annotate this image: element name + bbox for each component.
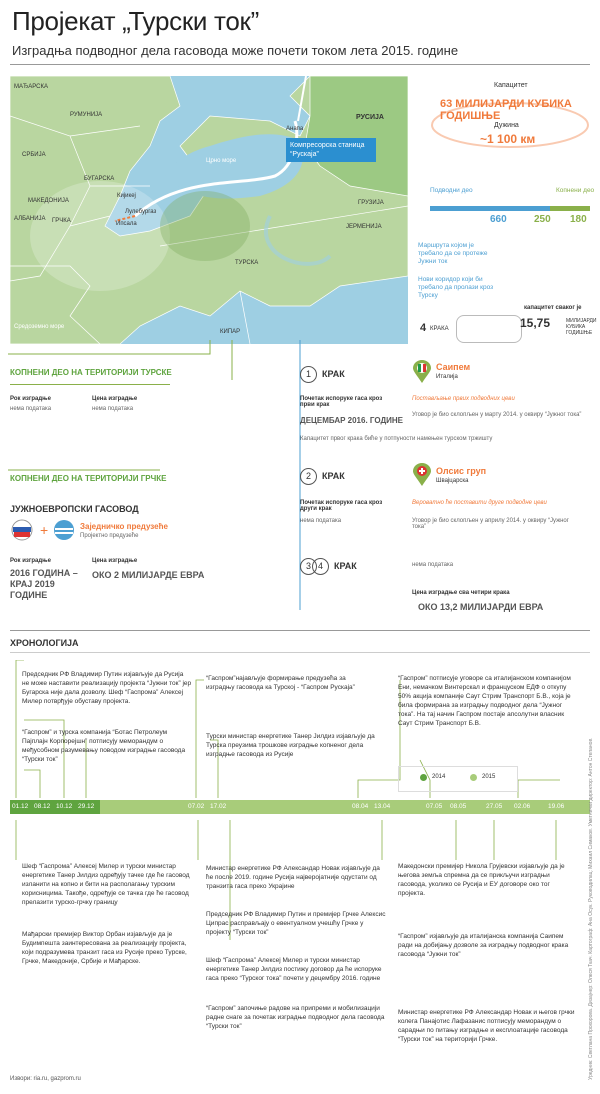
km-250: 250 (534, 214, 551, 225)
branch-1-start-label: Почетак испоруке гаса кроз први крак (300, 396, 383, 408)
map (10, 76, 408, 344)
branch-2-number: 2 (300, 468, 317, 485)
divider (10, 64, 590, 65)
route-note: Маршрута којом је требало да се протеже Јужни ток (418, 242, 488, 265)
divider (10, 384, 170, 385)
tl-bottom-9: Министар енергетике РФ Александар Новак и његов грчки колега Панајотис Лафазанис потписују меморандум о сарадњи по питању изградње и експлоатације гасовода “Турски ток” на територији Грчке. (398, 1009, 575, 1043)
branch-2-label: КРАК (322, 471, 345, 481)
branch-2-contract: Уговор је био склопљен у априлу 2014. у оквиру “Јужног тока” (412, 518, 569, 530)
page-subtitle: Изградња подводног дела гасовода може почети током лета 2015. године (12, 43, 459, 58)
joint-venture: Заједничко предузеће (80, 522, 168, 531)
branch-2-note: Вероватно ће поставити друге подводне цеви (412, 500, 547, 506)
city-anapa: Анапа (286, 126, 304, 132)
turkey-heading: КОПНЕНИ ДЕО НА ТЕРИТОРИЈИ ТУРСКЕ (10, 368, 172, 377)
greece-deadline-label: Рок изградње (10, 558, 51, 564)
length-value: ~1 100 км (480, 132, 536, 146)
tl-bottom-7: Македонски премијер Никола Грујевски изјављује да је његова земља спремна да се прикључи изградњи гасовода, уколико се Русија и ЕУ договоре око тог пројекта. (398, 863, 565, 897)
city-ipsala: Ипсала (116, 221, 137, 227)
land-label: Копнени део (556, 187, 595, 194)
label-serbia: СРБИЈА (22, 152, 46, 158)
total-price-label: Цена изградње сва четири крака (412, 590, 510, 596)
tl-bottom-4: Председник РФ Владимир Путин и премијер Грчке Алексис Ципрас расправљају о евентуалном учешћу Грчке у пројекту “Турски ток” (206, 911, 386, 936)
date-01-12: 01.12 (12, 803, 29, 810)
label-macedonia: МАКЕДОНИЈА (28, 198, 69, 204)
tl-bottom-2: Мађарски премијер Виктор Орбан изјављује да је Будимпешта заинтересована за реализацију пројекта, који подразумева транзит гаса из Русије преко Турске, Грчке, Македоније, Србије и Мађарске. (22, 931, 187, 965)
turkey-price-value: нема података (92, 406, 134, 412)
label-albania: АЛБАНИЈА (14, 216, 46, 222)
branch-1-company: Саипем (436, 362, 471, 372)
greece-flag-icon (54, 520, 74, 540)
branch-2-start-label: Почетак испоруке гаса кроз други крак (300, 500, 383, 512)
branch-1-note: Постављање првих подводних цеви (412, 396, 515, 402)
branch-2-country: Швајцарска (436, 478, 469, 484)
branch-1-number: 1 (300, 366, 317, 383)
russia-flag-icon (12, 520, 32, 540)
label-black-sea: Црно море (206, 158, 237, 164)
date-08-04: 08.04 (352, 803, 369, 810)
date-13-04: 13.04 (374, 803, 391, 810)
branch-1-contract: Уговор је био склопљен у марту 2014. у оквиру “Јужног тока” (412, 412, 582, 418)
italy-pin-icon (412, 360, 432, 384)
label-romania: РУМУНИЈА (70, 112, 103, 118)
greece-price-label: Цена изградње (92, 558, 138, 564)
tl-top-4: Турски министар енергетике Танер Јилдиз изјављује да Турска преузима трошкове изградње копненог дела изградње гасовода из Русије (206, 733, 375, 758)
branch-2-company: Олсис груп (436, 466, 487, 476)
tl-top-3: “Гаспром”најављује формирање предузећа за изградњу гасовода ка Турској - “Гаспром Рускаја” (206, 675, 355, 691)
greece-price-value: ОКО 2 МИЛИЈАРДЕ ЕВРА (92, 570, 205, 580)
label-russia: РУСИЈА (356, 114, 384, 121)
branch-3-number: 3 (300, 558, 317, 575)
turkey-deadline-label: Рок изградње (10, 396, 51, 402)
divider (10, 630, 590, 631)
date-07-02: 07.02 (188, 803, 205, 810)
km-180: 180 (570, 214, 587, 225)
date-08-05: 08.05 (450, 803, 467, 810)
date-17-02: 17.02 (210, 803, 227, 810)
branch-1-label: КРАК (322, 369, 345, 379)
label-turkey: ТУРСКА (235, 260, 259, 266)
each-unit: МИЛИЈАРДИ КУБИКА ГОДИШЊЕ (566, 318, 597, 336)
length-label: Дужина (494, 122, 519, 129)
bar-land (550, 206, 590, 211)
legend-2015-dot (470, 774, 477, 781)
label-bulgaria: БУГАРСКА (84, 176, 115, 182)
capacity-value: 63 МИЛИЈАРДИ КУБИКА ГОДИШЊЕ (440, 98, 572, 122)
tl-bottom-8: “Гаспром” изјављује да италијанска компанија Саипем ради на добијању дозволе за изградњу подводног крака гасовода “Јужни ток” (398, 933, 569, 958)
each-value: 15,75 (520, 316, 551, 330)
svg-text:+: + (40, 522, 49, 538)
branches-label: КРАКА (430, 326, 449, 332)
date-10-12: 10.12 (56, 803, 73, 810)
capacity-label: Капацитет (494, 82, 528, 89)
bar-underwater (430, 206, 550, 211)
label-mediterranean: Средоземно море (14, 324, 65, 330)
tl-bottom-6: “Гаспром” започиње радове на припреми и мобилизацији радне снаге за почетак изградње подводног дела гасовода “Турски ток” (206, 1005, 385, 1030)
each-label: капацитет сваког је (524, 305, 582, 311)
sources: Извори: ria.ru, gazprom.ru (10, 1076, 81, 1082)
chronology-heading: ХРОНОЛОГИЈА (10, 638, 79, 648)
page-title: Пројекат „Турски ток” (12, 6, 259, 36)
credits: Уредник: Светлана Прохорова. Дизајнер: Олеся Ткач. Картограф: Ана Осук. Руководилац: Михаил Симаков. Уметнички директор: Антон Степанов. (588, 737, 594, 1080)
label-greece: ГРЧКА (52, 218, 71, 224)
station-callout: Компресорска станица “Рускаја” (286, 138, 376, 162)
branches-pipes (456, 315, 522, 343)
legend-2014-dot (420, 774, 427, 781)
km-660: 660 (490, 214, 507, 225)
turkey-price-label: Цена изградње (92, 396, 138, 402)
corridor-note: Нови коридор који би требало да пролази кроз Турску (418, 276, 494, 299)
greece-heading: КОПНЕНИ ДЕО НА ТЕРИТОРИЈИ ГРЧКЕ (10, 474, 167, 483)
branch-34-value: нема података (412, 562, 454, 568)
date-19-06: 19.06 (548, 803, 565, 810)
date-27-05: 27.05 (486, 803, 503, 810)
label-hungary: МАЂАРСКА (14, 84, 48, 90)
tl-top-1: Председник РФ Владимир Путин изјављује да Русија не може наставити реализацију пројекта “Јужни ток” јер Бугарска није дала дозволу. Шеф “Гаспрома” Алексеј Милер потврђује обуставу пројекта. (22, 671, 192, 705)
greece-deadline-value: 2016 ГОДИНА – КРАЈ 2019 ГОДИНЕ (10, 568, 78, 600)
legend-2015: 2015 (482, 774, 496, 780)
legend-2014: 2014 (432, 774, 446, 780)
tl-bottom-3: Министар енергетике РФ Александар Новак изјављује да ће после 2019. године Русија најверојатније одустати од транзита гаса преко Украјине (206, 865, 380, 890)
date-07-05: 07.05 (426, 803, 443, 810)
date-08-12: 08.12 (34, 803, 51, 810)
date-29-12: 29.12 (78, 803, 95, 810)
tl-top-2: “Гаспром” и турска компанија “Ботас Петролеум Пајплајн Корпорејшн” потписују меморандум о међусобном разумевању поводом изградње гасовода “Турски ток” (22, 729, 186, 763)
label-cyprus: КИПАР (220, 329, 241, 335)
tl-top-5: “Гаспром” потписује уговоре са италијанском компанијом Ени, немачком Винтерскал и француском ЕДФ о откупу 50% акција компаније Саут Стрим Транспорт Б.В., која је била формирана за изградњу подводног дела “Јужног тока”. На тај начин Гаспром постаје апсолутни власник Саут Стрим Транспорт Б.В. (398, 675, 571, 727)
underwater-label: Подводни део (430, 187, 473, 194)
legend (398, 766, 518, 792)
branches-num: 4 (420, 322, 427, 334)
city-kiyikoy: Кијикеј (117, 193, 136, 199)
branch-34-label: КРАК (334, 561, 357, 571)
tl-bottom-1: Шеф “Гаспрома” Алексеј Милер и турски министар енергетике Танер Јилдиз одређују тачке где ће гасовод изланити на копно и бити на располагању турским корисницима. Такође, одређује се тачка где ће гасовод прелазити турско-грчку границу (22, 863, 190, 906)
flags (10, 518, 76, 546)
date-02-06: 02.06 (514, 803, 531, 810)
branch-1-start-value: ДЕЦЕМБАР 2016. ГОДИНЕ (300, 416, 404, 425)
branch-1-capacity: Капацитет првог крака биће у потпуности намењен турском тржишту (300, 436, 493, 442)
switzerland-pin-icon (412, 463, 432, 487)
turkey-deadline-value: нема података (10, 406, 52, 412)
branch-1-country: Италија (436, 374, 458, 380)
pipe-ring (430, 90, 590, 160)
joint-venture-sub: Пројектно предузеће (80, 533, 139, 539)
tl-bottom-5: Шеф “Гаспрома” Алексеј Милер и турски министар енергетике Танер Јилдиз постижу договор да ће испоруке гаса преко “Турског тока” почети у децембру 2016. године (206, 957, 382, 982)
city-luleburgaz: Лулебургаз (125, 209, 157, 215)
branch-4-number: 4 (312, 558, 329, 575)
label-armenia: ЈЕРМЕНИЈА (346, 224, 382, 230)
total-price-value: ОКО 13,2 МИЛИЈАРДИ ЕВРА (418, 602, 544, 612)
pipeline-name: ЈУЖНОЕВРОПСКИ ГАСОВОД (10, 504, 139, 514)
divider (10, 652, 590, 653)
label-georgia: ГРУЗИЈА (358, 200, 384, 206)
branch-2-start-value: нема података (300, 518, 342, 524)
